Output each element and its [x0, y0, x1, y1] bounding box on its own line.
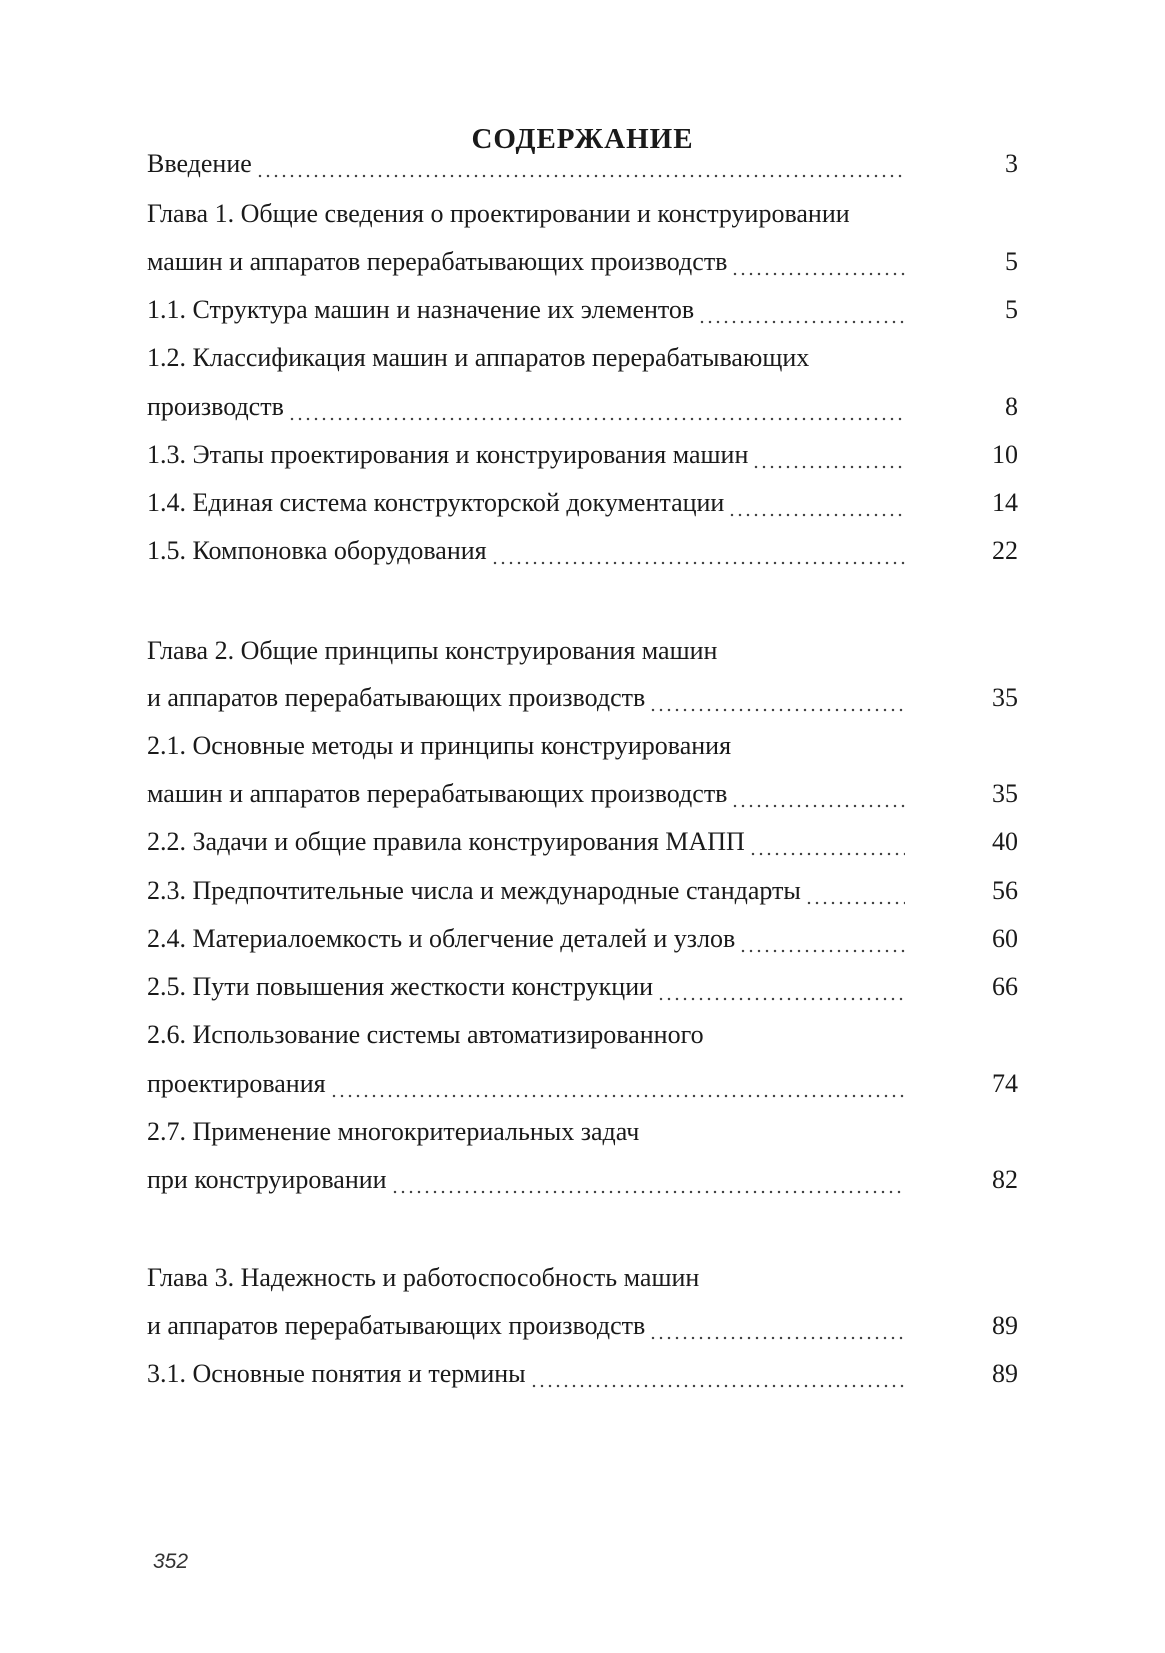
toc-entry [147, 1356, 947, 1392]
toc-entry-text: 1.4. Единая система конструкторской документации [147, 488, 725, 517]
toc-entry-text: 2.3. Предпочтительные числа и международные стандарты [147, 876, 801, 905]
toc-dot-leader [749, 852, 905, 856]
toc-entry-text: производств [147, 392, 284, 421]
toc-entry [147, 776, 947, 812]
toc-entry-text: и аппаратов перерабатывающих производств [147, 1311, 646, 1340]
toc-page-number: 40 [992, 827, 1018, 856]
toc-entry-text: 1.2. Классификация машин и аппаратов перерабатывающих [147, 343, 810, 372]
page-number-footer: 352 [153, 1550, 189, 1573]
toc-entry-text: проектирования [147, 1069, 326, 1098]
toc-page-number: 10 [992, 440, 1018, 469]
toc-dot-leader [739, 949, 905, 953]
toc-page-number: 82 [992, 1165, 1018, 1194]
toc-entry-text: 3.1. Основные понятия и термины [147, 1359, 526, 1388]
toc-entry [147, 340, 947, 376]
toc-dot-leader [330, 1094, 905, 1098]
toc-page-number: 56 [992, 876, 1018, 905]
toc-entry-text: при конструировании [147, 1165, 387, 1194]
toc-page-number: 5 [1005, 295, 1018, 324]
toc-entry [147, 728, 947, 764]
toc-page-number: 74 [992, 1069, 1018, 1098]
toc-entry [147, 680, 947, 716]
toc-entry [147, 437, 947, 473]
toc-entry [147, 485, 947, 521]
toc-entry [147, 873, 947, 909]
toc-entry-text: 2.5. Пути повышения жесткости конструкции [147, 972, 654, 1001]
toc-dot-leader [391, 1190, 905, 1194]
toc-page-number: 89 [992, 1359, 1018, 1388]
toc-entry-text: 2.4. Материалоемкость и облегчение деталей и узлов [147, 924, 736, 953]
toc-page-number: 22 [992, 536, 1018, 565]
toc-entry-text: Введение [147, 149, 252, 178]
toc-dot-leader [698, 320, 905, 324]
toc-entry-text: машин и аппаратов перерабатывающих производств [147, 247, 728, 276]
toc-entry-text: 2.1. Основные методы и принципы конструирования [147, 731, 732, 760]
toc-entry [147, 633, 947, 669]
toc-page-number: 66 [992, 972, 1018, 1001]
toc-dot-leader [731, 804, 905, 808]
toc-entry [147, 146, 947, 182]
toc-entry-text: Глава 2. Общие принципы конструирования машин [147, 636, 718, 665]
toc-entry [147, 1114, 947, 1150]
toc-page-number: 35 [992, 779, 1018, 808]
toc-entry-text: Глава 1. Общие сведения о проектировании и конструировании [147, 199, 850, 228]
toc-page-number: 14 [992, 488, 1018, 517]
toc-entry [147, 824, 947, 860]
toc-page-number [958, 340, 1018, 376]
toc-entry [147, 389, 947, 425]
toc-dot-leader [805, 901, 905, 905]
toc-page-number: 35 [992, 683, 1018, 712]
toc-dot-leader [728, 513, 905, 517]
toc-page-number: 60 [992, 924, 1018, 953]
toc-page-number [958, 728, 1018, 764]
toc-page-number [958, 1017, 1018, 1053]
toc-entry [147, 1017, 947, 1053]
toc-entry-text: 2.6. Использование системы автоматизированного [147, 1020, 704, 1049]
toc-page-number: 5 [1005, 247, 1018, 276]
toc-page-number [958, 1260, 1018, 1296]
toc-page-number: 8 [1005, 392, 1018, 421]
toc-entry-text: 2.2. Задачи и общие правила конструирования МАПП [147, 827, 745, 856]
toc-entry-text: 1.1. Структура машин и назначение их элементов [147, 295, 695, 324]
toc-dot-leader [731, 272, 905, 276]
toc-page-number: 3 [1005, 149, 1018, 178]
toc-entry [147, 969, 947, 1005]
toc-entry [147, 292, 947, 328]
toc-entry-text: 1.3. Этапы проектирования и конструирования машин [147, 440, 749, 469]
toc-page-number [958, 633, 1018, 669]
toc-entry-text: 2.7. Применение многокритериальных задач [147, 1117, 640, 1146]
toc-dot-leader [530, 1384, 905, 1388]
toc-page-number: 89 [992, 1311, 1018, 1340]
toc-entry [147, 1260, 947, 1296]
toc-entry [147, 196, 947, 232]
toc-dot-leader [491, 561, 905, 565]
toc-page-number [958, 1114, 1018, 1150]
toc-dot-leader [256, 174, 905, 178]
toc-entry-text: Глава 3. Надежность и работоспособность машин [147, 1263, 700, 1292]
toc-dot-leader [752, 465, 905, 469]
toc-entry [147, 533, 947, 569]
toc-dot-leader [657, 997, 905, 1001]
toc-dot-leader [649, 1336, 905, 1340]
page-title: СОДЕРЖАНИЕ [471, 123, 694, 155]
toc-entry [147, 1308, 947, 1344]
toc-entry-text: машин и аппаратов перерабатывающих производств [147, 779, 728, 808]
toc-entry [147, 244, 947, 280]
toc-dot-leader [288, 417, 905, 421]
toc-entry-text: и аппаратов перерабатывающих производств [147, 683, 646, 712]
toc-entry-text: 1.5. Компоновка оборудования [147, 536, 487, 565]
toc-dot-leader [649, 708, 905, 712]
toc-entry [147, 1066, 947, 1102]
toc-entry [147, 1162, 947, 1198]
toc-page-number [958, 196, 1018, 232]
toc-entry [147, 921, 947, 957]
